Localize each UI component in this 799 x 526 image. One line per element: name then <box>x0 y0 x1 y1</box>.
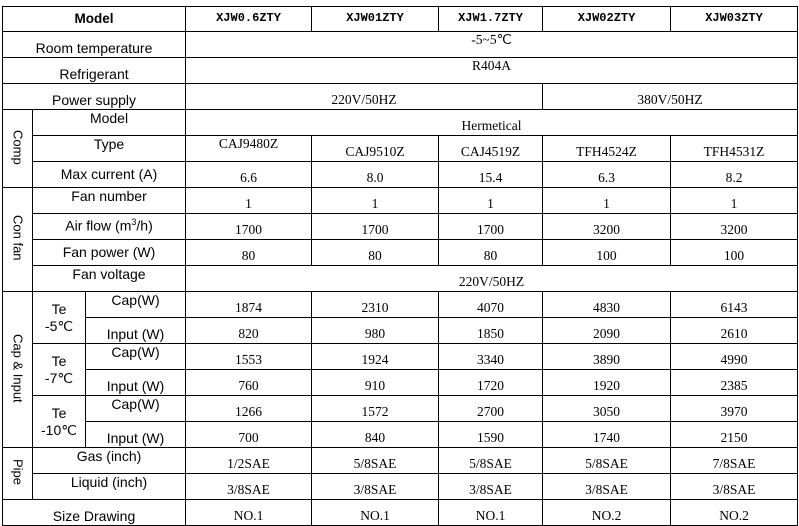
row-label: Cap(W) <box>86 344 186 370</box>
table-cell: 3200 <box>543 214 671 240</box>
row-label: Refrigerant <box>3 58 186 84</box>
row-label: Input (W) <box>86 422 186 448</box>
table-cell: 4990 <box>671 344 798 370</box>
table-cell: CAJ4519Z <box>439 136 543 162</box>
table-cell: 80 <box>439 240 543 266</box>
power-supply-value: 220V/50HZ <box>186 84 543 110</box>
table-cell: 2150 <box>671 422 798 448</box>
model-name: XJW02ZTY <box>543 7 671 32</box>
room-temperature-row <box>3 32 798 58</box>
table-cell: CAJ9480Z <box>186 136 312 162</box>
table-cell: 4830 <box>543 292 671 318</box>
table-cell: 2610 <box>671 318 798 344</box>
table-cell: 7/8SAE <box>671 448 798 474</box>
input-row <box>3 370 798 396</box>
table-cell: 1 <box>312 188 439 214</box>
row-label: Fan power (W) <box>33 240 186 266</box>
row-label: Power supply <box>3 84 186 110</box>
model-name: XJW03ZTY <box>671 7 798 32</box>
table-cell: 1/2SAE <box>186 448 312 474</box>
row-label: Input (W) <box>86 370 186 396</box>
table-cell: TFH4524Z <box>543 136 671 162</box>
row-label: Air flow $(m^3/h)$ <box>33 214 186 240</box>
size-drawing-row <box>3 500 798 526</box>
table-cell: 1 <box>543 188 671 214</box>
table-cell: 700 <box>186 422 312 448</box>
table-cell: 4070 <box>439 292 543 318</box>
row-label: Model <box>33 110 186 136</box>
header-row <box>3 7 798 32</box>
table-cell: 5/8SAE <box>439 448 543 474</box>
comp-model-value: Hermetical <box>186 110 798 136</box>
air-flow-row <box>3 214 798 240</box>
table-cell: 820 <box>186 318 312 344</box>
group-label-con-fan: Con fan <box>3 188 33 292</box>
table-cell: 980 <box>312 318 439 344</box>
model-name: XJW01ZTY <box>312 7 439 32</box>
table-cell: 3050 <box>543 396 671 422</box>
table-cell: 6.6 <box>186 162 312 188</box>
spec-table <box>2 6 798 526</box>
fan-voltage-value: 220V/50HZ <box>186 266 798 292</box>
row-label: Cap(W) <box>86 292 186 318</box>
table-cell: 8.2 <box>671 162 798 188</box>
table-cell: 2090 <box>543 318 671 344</box>
table-cell: 910 <box>312 370 439 396</box>
table-cell: 1740 <box>543 422 671 448</box>
cap-row <box>3 344 798 370</box>
table-cell: 5/8SAE <box>543 448 671 474</box>
table-cell: 3/8SAE <box>439 474 543 500</box>
model-header: Model <box>3 7 186 32</box>
fan-voltage-row <box>3 266 798 292</box>
table-cell: 3/8SAE <box>671 474 798 500</box>
table-cell: 3/8SAE <box>312 474 439 500</box>
table-cell: 5/8SAE <box>312 448 439 474</box>
table-cell: 1553 <box>186 344 312 370</box>
table-cell: 80 <box>186 240 312 266</box>
table-cell: 1700 <box>312 214 439 240</box>
row-label: Liquid (inch) <box>33 474 186 500</box>
te-label: Te -7℃ <box>33 344 86 396</box>
cap-row <box>3 292 798 318</box>
group-label-comp: Comp <box>3 110 33 188</box>
table-cell: 1850 <box>439 318 543 344</box>
table-cell: 1 <box>439 188 543 214</box>
table-cell: 840 <box>312 422 439 448</box>
table-cell: 100 <box>543 240 671 266</box>
table-cell: 2385 <box>671 370 798 396</box>
table-cell: 15.4 <box>439 162 543 188</box>
table-cell: 1700 <box>186 214 312 240</box>
table-cell: NO.2 <box>543 500 671 526</box>
table-cell: 8.0 <box>312 162 439 188</box>
row-label: Max current (A) <box>33 162 186 188</box>
comp-current-row <box>3 162 798 188</box>
gas-row <box>3 448 798 474</box>
row-label: Size Drawing <box>3 500 186 526</box>
model-name: XJW1.7ZTY <box>439 7 543 32</box>
row-label: Type <box>33 136 186 162</box>
table-cell: 3200 <box>671 214 798 240</box>
table-cell: 3/8SAE <box>186 474 312 500</box>
table-cell: 3340 <box>439 344 543 370</box>
table-cell: NO.1 <box>186 500 312 526</box>
table-cell: 1590 <box>439 422 543 448</box>
power-supply-row <box>3 84 798 110</box>
table-cell: 1266 <box>186 396 312 422</box>
table-cell: 3970 <box>671 396 798 422</box>
te-label: Te -10℃ <box>33 396 86 448</box>
table-cell: 1 <box>671 188 798 214</box>
input-row <box>3 318 798 344</box>
refrigerant-value: R404A <box>186 58 798 84</box>
cap-row <box>3 396 798 422</box>
row-label: Input (W) <box>86 318 186 344</box>
room-temperature-value: -5~5℃ <box>186 32 798 58</box>
group-label-cap-input: Cap & Input <box>3 292 33 448</box>
table-cell: NO.2 <box>671 500 798 526</box>
table-cell: NO.1 <box>439 500 543 526</box>
refrigerant-row <box>3 58 798 84</box>
input-row <box>3 422 798 448</box>
table-cell: 1720 <box>439 370 543 396</box>
model-name: XJW0.6ZTY <box>186 7 312 32</box>
liquid-row <box>3 474 798 500</box>
table-cell: 80 <box>312 240 439 266</box>
fan-number-row <box>3 188 798 214</box>
table-cell: 3/8SAE <box>543 474 671 500</box>
row-label: Gas (inch) <box>33 448 186 474</box>
power-supply-value: 380V/50HZ <box>543 84 798 110</box>
te-label: Te -5℃ <box>33 292 86 344</box>
comp-type-row <box>3 136 798 162</box>
row-label: Cap(W) <box>86 396 186 422</box>
table-cell: NO.1 <box>312 500 439 526</box>
table-cell: 1700 <box>439 214 543 240</box>
table-cell: 3890 <box>543 344 671 370</box>
table-cell: 100 <box>671 240 798 266</box>
table-cell: 2310 <box>312 292 439 318</box>
table-cell: CAJ9510Z <box>312 136 439 162</box>
table-cell: 6.3 <box>543 162 671 188</box>
fan-power-row <box>3 240 798 266</box>
table-cell: 2700 <box>439 396 543 422</box>
table-cell: 1874 <box>186 292 312 318</box>
comp-model-row <box>3 110 798 136</box>
row-label: Room temperature <box>3 32 186 58</box>
row-label: Fan number <box>33 188 186 214</box>
table-cell: 1920 <box>543 370 671 396</box>
table-cell: 6143 <box>671 292 798 318</box>
row-label: Fan voltage <box>33 266 186 292</box>
table-cell: 1924 <box>312 344 439 370</box>
group-label-pipe: Pipe <box>3 448 33 500</box>
table-cell: 1 <box>186 188 312 214</box>
table-cell: TFH4531Z <box>671 136 798 162</box>
table-cell: 1572 <box>312 396 439 422</box>
table-cell: 760 <box>186 370 312 396</box>
